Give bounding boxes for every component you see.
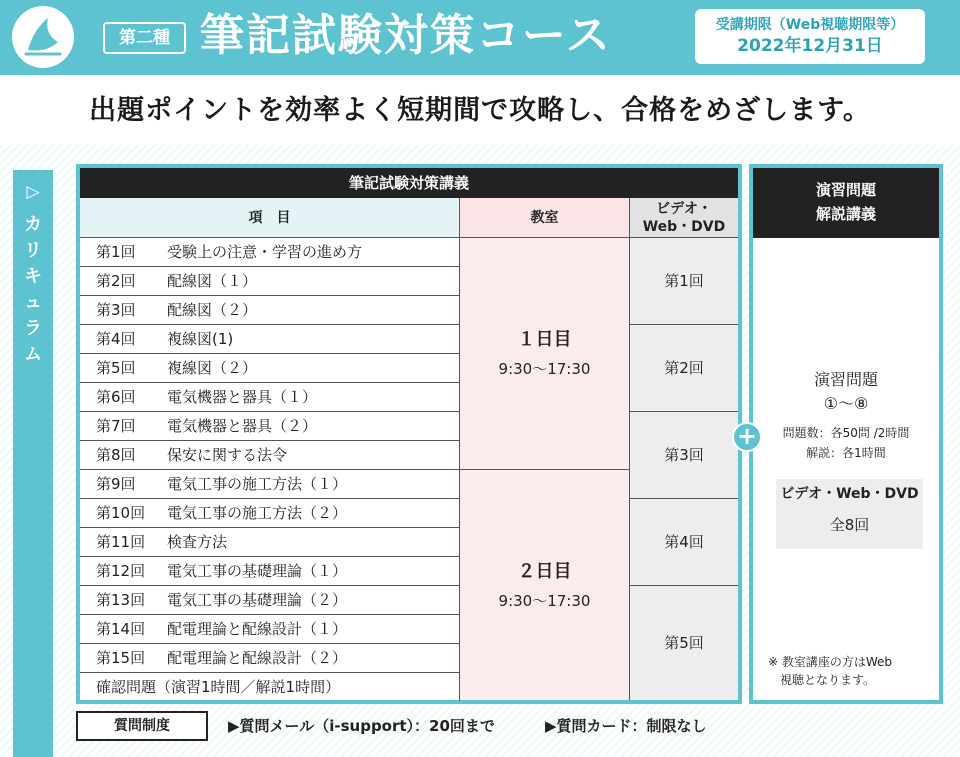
table-row: [80, 499, 460, 528]
lecture-topic: 検査方法: [167, 533, 228, 551]
exercise-note-line1: ※ 教室講座の方はWeb: [768, 655, 893, 669]
table-row: [80, 470, 460, 499]
table-row: [80, 325, 460, 354]
header-band: [0, 0, 960, 75]
question-system-label: 質問制度: [76, 711, 208, 741]
table-row: [80, 615, 460, 644]
table-row: [80, 383, 460, 412]
plus-icon: +: [732, 422, 762, 452]
column-header-video-line1: ビデオ・: [656, 201, 712, 217]
column-header-video: [630, 198, 738, 238]
day-time: 9:30〜17:30: [498, 592, 591, 610]
curriculum-char: ュ: [24, 292, 42, 313]
lecture-number: 第7回: [96, 417, 136, 435]
column-header-video-line2: Web・DVD: [642, 219, 726, 235]
video-session-5: 第5回: [630, 586, 738, 700]
exercise-video-count: 全8回: [829, 516, 870, 534]
curriculum-char: ム: [24, 344, 42, 365]
exercise-video-heading: ビデオ・Web・DVD: [780, 486, 919, 502]
lecture-topic: 電気機器と器具（１）: [167, 388, 318, 406]
table-row: [80, 412, 460, 441]
brand-logo: [12, 6, 74, 68]
lecture-number: 第14回: [96, 620, 146, 638]
exercise-note: [768, 653, 933, 689]
lecture-number: 第12回: [96, 562, 146, 580]
table-row-review: 確認問題（演習1時間／解説1時間）: [80, 673, 460, 701]
lecture-topic: 電気工事の施工方法（２）: [167, 504, 348, 522]
lecture-topic: 配電理論と配線設計（１）: [167, 620, 348, 638]
exercise-note-line2: 視聴となります。: [780, 673, 876, 687]
day-label: ２日目: [517, 561, 572, 582]
curriculum-arrow-icon: ▷: [26, 182, 40, 202]
curriculum-char: ラ: [24, 318, 42, 339]
deadline-box: [695, 9, 925, 64]
curriculum-char: リ: [24, 240, 42, 261]
classroom-day-1: [460, 238, 630, 470]
table-row: [80, 267, 460, 296]
curriculum-label: [13, 212, 53, 368]
lecture-topic: 電気工事の施工方法（１）: [167, 475, 348, 493]
lecture-number: 第1回: [96, 243, 136, 261]
lecture-topic: 配線図（１）: [167, 272, 258, 290]
table-row: [80, 644, 460, 673]
lecture-number: 第10回: [96, 504, 146, 522]
classroom-day-2: [460, 470, 630, 700]
lecture-number: 第3回: [96, 301, 136, 319]
video-session-2: 第2回: [630, 325, 738, 412]
lecture-topic: 保安に関する法令: [167, 446, 288, 464]
course-kind-badge: 第二種: [103, 22, 186, 54]
exercise-count: 問題数：各50問 /2時間: [782, 426, 910, 440]
deadline-label: 受講期限（Web視聴期限等）: [715, 17, 905, 33]
lecture-number: 第6回: [96, 388, 136, 406]
lecture-number: 第13回: [96, 591, 146, 609]
lecture-number: 第4回: [96, 330, 136, 348]
deadline-date: 2022年12月31日: [737, 36, 883, 56]
video-session-3: 第3回: [630, 412, 738, 499]
exercise-header-line1: 演習問題: [815, 181, 876, 199]
lecture-topic: 複線図(1): [167, 330, 234, 348]
lecture-topic: 電気工事の基礎理論（２）: [167, 591, 348, 609]
lecture-number: 第8回: [96, 446, 136, 464]
table-row: [80, 557, 460, 586]
curriculum-tab: [13, 170, 53, 757]
table-row: [80, 528, 460, 557]
lecture-topic: 電気工事の基礎理論（１）: [167, 562, 348, 580]
table-row: [80, 238, 460, 267]
question-mail-info: ▶質問メール（i-support）：20回まで: [228, 717, 495, 735]
curriculum-char: カ: [24, 214, 42, 235]
page-title: 筆記試験対策コース: [200, 10, 612, 61]
column-header-items: 項 目: [80, 198, 460, 238]
lecture-number: 第11回: [96, 533, 146, 551]
day-time: 9:30〜17:30: [498, 360, 591, 378]
exercise-header-line2: 解説講義: [815, 205, 876, 223]
lecture-topic: 受験上の注意・学習の進め方: [167, 243, 363, 261]
lecture-number: 第2回: [96, 272, 136, 290]
lecture-number: 第9回: [96, 475, 136, 493]
lecture-topic: 配電理論と配線設計（２）: [167, 649, 348, 667]
page-subtitle: 出題ポイントを効率よく短期間で攻略し、合格をめざします。: [89, 95, 871, 126]
exercise-explanation: 解説：各1時間: [806, 446, 886, 460]
lecture-table-title: 筆記試験対策講義: [80, 168, 738, 198]
lecture-topic: 複線図（２）: [167, 359, 258, 377]
lecture-rows: [80, 238, 460, 701]
brand-logo-icon: [12, 6, 74, 68]
curriculum-char: キ: [24, 266, 42, 287]
day-label: １日目: [517, 329, 572, 350]
column-header-classroom: 教室: [460, 198, 630, 238]
exercise-video-box: [776, 479, 923, 549]
lecture-number: 第15回: [96, 649, 146, 667]
table-row: [80, 441, 460, 470]
table-row: [80, 586, 460, 615]
video-session-4: 第4回: [630, 499, 738, 586]
table-row: [80, 354, 460, 383]
lecture-number: 第5回: [96, 359, 136, 377]
exercise-range: ①〜⑧: [823, 394, 869, 413]
exercise-title: 演習問題: [813, 370, 878, 389]
exercise-panel-header: [753, 168, 939, 238]
lecture-topic: 電気機器と器具（２）: [167, 417, 318, 435]
question-card-info: ▶質問カード：制限なし: [545, 717, 707, 735]
table-row: [80, 296, 460, 325]
video-session-1: 第1回: [630, 238, 738, 325]
lecture-topic: 配線図（２）: [167, 301, 258, 319]
